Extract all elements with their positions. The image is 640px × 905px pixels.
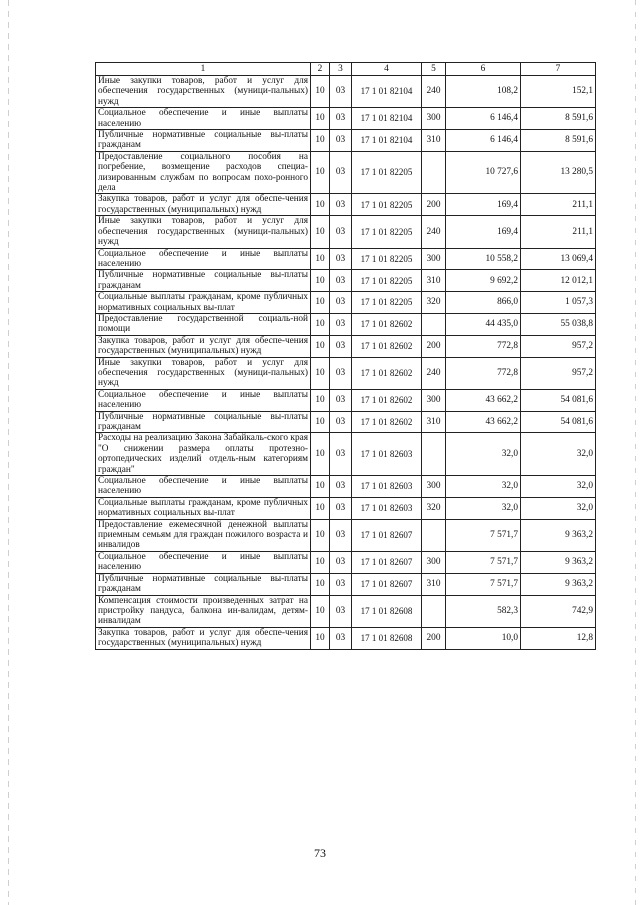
amount-year-2: 32,0: [521, 476, 596, 498]
target-article-code: 17 1 01 82603: [352, 476, 422, 498]
table-row: [96, 194, 596, 216]
row-description: Иные закупки товаров, работ и услуг для обеспечения государственных (муници-пальных) нужд: [96, 357, 311, 389]
expense-type-code: 320: [422, 497, 446, 519]
expense-type-code: 310: [422, 573, 446, 595]
table-row: [96, 292, 596, 314]
expense-type-code: 320: [422, 292, 446, 314]
row-description: Социальные выплаты гражданам, кроме публичных нормативных социальных вы-плат: [96, 292, 311, 314]
row-description: Социальное обеспечение и иные выплаты населению: [96, 551, 311, 573]
amount-year-1: 43 662,2: [446, 389, 521, 411]
target-article-code: 17 1 01 82603: [352, 433, 422, 476]
table-row: [96, 76, 596, 108]
table-row: [96, 357, 596, 389]
amount-year-2: 54 081,6: [521, 411, 596, 433]
target-article-code: 17 1 01 82608: [352, 595, 422, 627]
expense-type-code: [422, 313, 446, 335]
table-row: [96, 313, 596, 335]
subsection-code: 03: [330, 248, 352, 270]
row-description: Предоставление ежемесячной денежной выплаты приемным семьям для граждан пожилого возраста и инвалидов: [96, 519, 311, 551]
section-code: 10: [311, 551, 330, 573]
section-code: 10: [311, 389, 330, 411]
amount-year-1: 44 435,0: [446, 313, 521, 335]
subsection-code: 03: [330, 411, 352, 433]
section-code: 10: [311, 130, 330, 152]
target-article-code: 17 1 01 82205: [352, 270, 422, 292]
amount-year-1: 32,0: [446, 433, 521, 476]
expense-type-code: 310: [422, 270, 446, 292]
row-description: Социальное обеспечение и иные выплаты населению: [96, 248, 311, 270]
column-header: 3: [330, 63, 352, 76]
target-article-code: 17 1 01 82607: [352, 573, 422, 595]
amount-year-2: 32,0: [521, 497, 596, 519]
row-description: Закупка товаров, работ и услуг для обеспе-чения государственных (муниципальных) нужд: [96, 627, 311, 649]
amount-year-1: 6 146,4: [446, 108, 521, 130]
subsection-code: 03: [330, 357, 352, 389]
subsection-code: 03: [330, 433, 352, 476]
amount-year-1: 6 146,4: [446, 130, 521, 152]
scan-edge-left: [8, 0, 9, 905]
table-row: [96, 497, 596, 519]
page-number: 73: [314, 846, 326, 860]
table-row: [96, 389, 596, 411]
target-article-code: 17 1 01 82104: [352, 76, 422, 108]
subsection-code: 03: [330, 497, 352, 519]
row-description: Публичные нормативные социальные вы-платы гражданам: [96, 573, 311, 595]
subsection-code: 03: [330, 313, 352, 335]
section-code: 10: [311, 108, 330, 130]
subsection-code: 03: [330, 389, 352, 411]
row-description: Социальное обеспечение и иные выплаты населению: [96, 476, 311, 498]
subsection-code: 03: [330, 216, 352, 248]
amount-year-1: 10 558,2: [446, 248, 521, 270]
expense-type-code: 310: [422, 411, 446, 433]
column-header: 6: [446, 63, 521, 76]
target-article-code: 17 1 01 82205: [352, 248, 422, 270]
amount-year-1: 582,3: [446, 595, 521, 627]
target-article-code: 17 1 01 82608: [352, 627, 422, 649]
target-article-code: 17 1 01 82205: [352, 216, 422, 248]
subsection-code: 03: [330, 573, 352, 595]
section-code: 10: [311, 76, 330, 108]
row-description: Иные закупки товаров, работ и услуг для обеспечения государственных (муници-пальных) нужд: [96, 76, 311, 108]
amount-year-2: 13 069,4: [521, 248, 596, 270]
table-row: [96, 551, 596, 573]
amount-year-1: 772,8: [446, 357, 521, 389]
amount-year-1: 10 727,6: [446, 151, 521, 194]
row-description: Публичные нормативные социальные вы-платы гражданам: [96, 270, 311, 292]
row-description: Иные закупки товаров, работ и услуг для обеспечения государственных (муници-пальных) нужд: [96, 216, 311, 248]
row-description: Социальное обеспечение и иные выплаты населению: [96, 108, 311, 130]
subsection-code: 03: [330, 151, 352, 194]
target-article-code: 17 1 01 82602: [352, 389, 422, 411]
budget-table: [95, 62, 596, 650]
amount-year-1: 43 662,2: [446, 411, 521, 433]
table-row: [96, 335, 596, 357]
section-code: 10: [311, 476, 330, 498]
section-code: 10: [311, 248, 330, 270]
expense-type-code: 240: [422, 216, 446, 248]
row-description: Социальное обеспечение и иные выплаты населению: [96, 389, 311, 411]
amount-year-2: 1 057,3: [521, 292, 596, 314]
row-description: Публичные нормативные социальные вы-платы гражданам: [96, 130, 311, 152]
amount-year-1: 7 571,7: [446, 573, 521, 595]
expense-type-code: 300: [422, 551, 446, 573]
subsection-code: 03: [330, 292, 352, 314]
expense-type-code: 200: [422, 194, 446, 216]
section-code: 10: [311, 497, 330, 519]
row-description: Публичные нормативные социальные вы-платы гражданам: [96, 411, 311, 433]
amount-year-2: 9 363,2: [521, 551, 596, 573]
amount-year-1: 108,2: [446, 76, 521, 108]
row-description: Компенсация стоимости произведенных затрат на пристройку пандуса, балкона ин-валидам, детям-инвалидам: [96, 595, 311, 627]
table-row: [96, 573, 596, 595]
row-description: Расходы на реализацию Закона Забайкаль-ского края "О снижении размера оплаты протезно-ортопедических изделий отдель-ным категориям граждан": [96, 433, 311, 476]
amount-year-2: 211,1: [521, 194, 596, 216]
subsection-code: 03: [330, 519, 352, 551]
table-row: [96, 248, 596, 270]
table-row: [96, 627, 596, 649]
section-code: 10: [311, 433, 330, 476]
amount-year-2: 957,2: [521, 335, 596, 357]
table-row: [96, 411, 596, 433]
amount-year-2: 54 081,6: [521, 389, 596, 411]
expense-type-code: [422, 595, 446, 627]
row-description: Закупка товаров, работ и услуг для обеспе-чения государственных (муниципальных) нужд: [96, 194, 311, 216]
amount-year-1: 169,4: [446, 194, 521, 216]
section-code: 10: [311, 357, 330, 389]
amount-year-1: 32,0: [446, 476, 521, 498]
amount-year-2: 957,2: [521, 357, 596, 389]
table-header-row: [96, 63, 596, 76]
row-description: Закупка товаров, работ и услуг для обеспе-чения государственных (муниципальных) нужд: [96, 335, 311, 357]
amount-year-1: 7 571,7: [446, 551, 521, 573]
expense-type-code: 300: [422, 389, 446, 411]
table-row: [96, 130, 596, 152]
column-header: 7: [521, 63, 596, 76]
section-code: 10: [311, 313, 330, 335]
amount-year-2: 211,1: [521, 216, 596, 248]
target-article-code: 17 1 01 82205: [352, 292, 422, 314]
subsection-code: 03: [330, 476, 352, 498]
section-code: 10: [311, 216, 330, 248]
row-description: Предоставление социального пособия на погребение, возмещение расходов специа-лизированным службам по вопросам похо-ронного дела: [96, 151, 311, 194]
subsection-code: 03: [330, 194, 352, 216]
section-code: 10: [311, 335, 330, 357]
expense-type-code: [422, 151, 446, 194]
subsection-code: 03: [330, 595, 352, 627]
target-article-code: 17 1 01 82607: [352, 551, 422, 573]
amount-year-2: 55 038,8: [521, 313, 596, 335]
column-header: 1: [96, 63, 311, 76]
expense-type-code: 240: [422, 76, 446, 108]
amount-year-2: 12,8: [521, 627, 596, 649]
expense-type-code: 240: [422, 357, 446, 389]
row-description: Социальные выплаты гражданам, кроме публичных нормативных социальных вы-плат: [96, 497, 311, 519]
expense-type-code: 300: [422, 108, 446, 130]
section-code: 10: [311, 270, 330, 292]
expense-type-code: [422, 519, 446, 551]
target-article-code: 17 1 01 82602: [352, 335, 422, 357]
table-row: [96, 519, 596, 551]
target-article-code: 17 1 01 82104: [352, 108, 422, 130]
amount-year-1: 169,4: [446, 216, 521, 248]
amount-year-2: 152,1: [521, 76, 596, 108]
amount-year-2: 9 363,2: [521, 573, 596, 595]
target-article-code: 17 1 01 82602: [352, 411, 422, 433]
amount-year-1: 866,0: [446, 292, 521, 314]
section-code: 10: [311, 573, 330, 595]
amount-year-2: 742,9: [521, 595, 596, 627]
amount-year-2: 32,0: [521, 433, 596, 476]
column-header: 2: [311, 63, 330, 76]
expense-type-code: 300: [422, 476, 446, 498]
target-article-code: 17 1 01 82602: [352, 313, 422, 335]
section-code: 10: [311, 411, 330, 433]
section-code: 10: [311, 292, 330, 314]
target-article-code: 17 1 01 82603: [352, 497, 422, 519]
expense-type-code: 300: [422, 248, 446, 270]
column-header: 5: [422, 63, 446, 76]
section-code: 10: [311, 194, 330, 216]
subsection-code: 03: [330, 108, 352, 130]
target-article-code: 17 1 01 82205: [352, 194, 422, 216]
amount-year-1: 32,0: [446, 497, 521, 519]
target-article-code: 17 1 01 82205: [352, 151, 422, 194]
table-row: [96, 108, 596, 130]
section-code: 10: [311, 519, 330, 551]
table-row: [96, 476, 596, 498]
amount-year-2: 8 591,6: [521, 130, 596, 152]
amount-year-2: 12 012,1: [521, 270, 596, 292]
expense-type-code: 200: [422, 335, 446, 357]
amount-year-1: 9 692,2: [446, 270, 521, 292]
amount-year-2: 9 363,2: [521, 519, 596, 551]
amount-year-1: 7 571,7: [446, 519, 521, 551]
amount-year-1: 772,8: [446, 335, 521, 357]
table-row: [96, 433, 596, 476]
section-code: 10: [311, 595, 330, 627]
subsection-code: 03: [330, 270, 352, 292]
scan-edge-right: [635, 0, 636, 905]
expense-type-code: 310: [422, 130, 446, 152]
subsection-code: 03: [330, 76, 352, 108]
subsection-code: 03: [330, 130, 352, 152]
target-article-code: 17 1 01 82104: [352, 130, 422, 152]
table-row: [96, 595, 596, 627]
section-code: 10: [311, 627, 330, 649]
row-description: Предоставление государственной социаль-ной помощи: [96, 313, 311, 335]
column-header: 4: [352, 63, 422, 76]
subsection-code: 03: [330, 627, 352, 649]
expense-type-code: [422, 433, 446, 476]
expense-type-code: 200: [422, 627, 446, 649]
amount-year-1: 10,0: [446, 627, 521, 649]
subsection-code: 03: [330, 551, 352, 573]
table-row: [96, 216, 596, 248]
amount-year-2: 8 591,6: [521, 108, 596, 130]
target-article-code: 17 1 01 82602: [352, 357, 422, 389]
target-article-code: 17 1 01 82607: [352, 519, 422, 551]
section-code: 10: [311, 151, 330, 194]
table-body: [96, 76, 596, 650]
table-row: [96, 151, 596, 194]
subsection-code: 03: [330, 335, 352, 357]
table-row: [96, 270, 596, 292]
amount-year-2: 13 280,5: [521, 151, 596, 194]
